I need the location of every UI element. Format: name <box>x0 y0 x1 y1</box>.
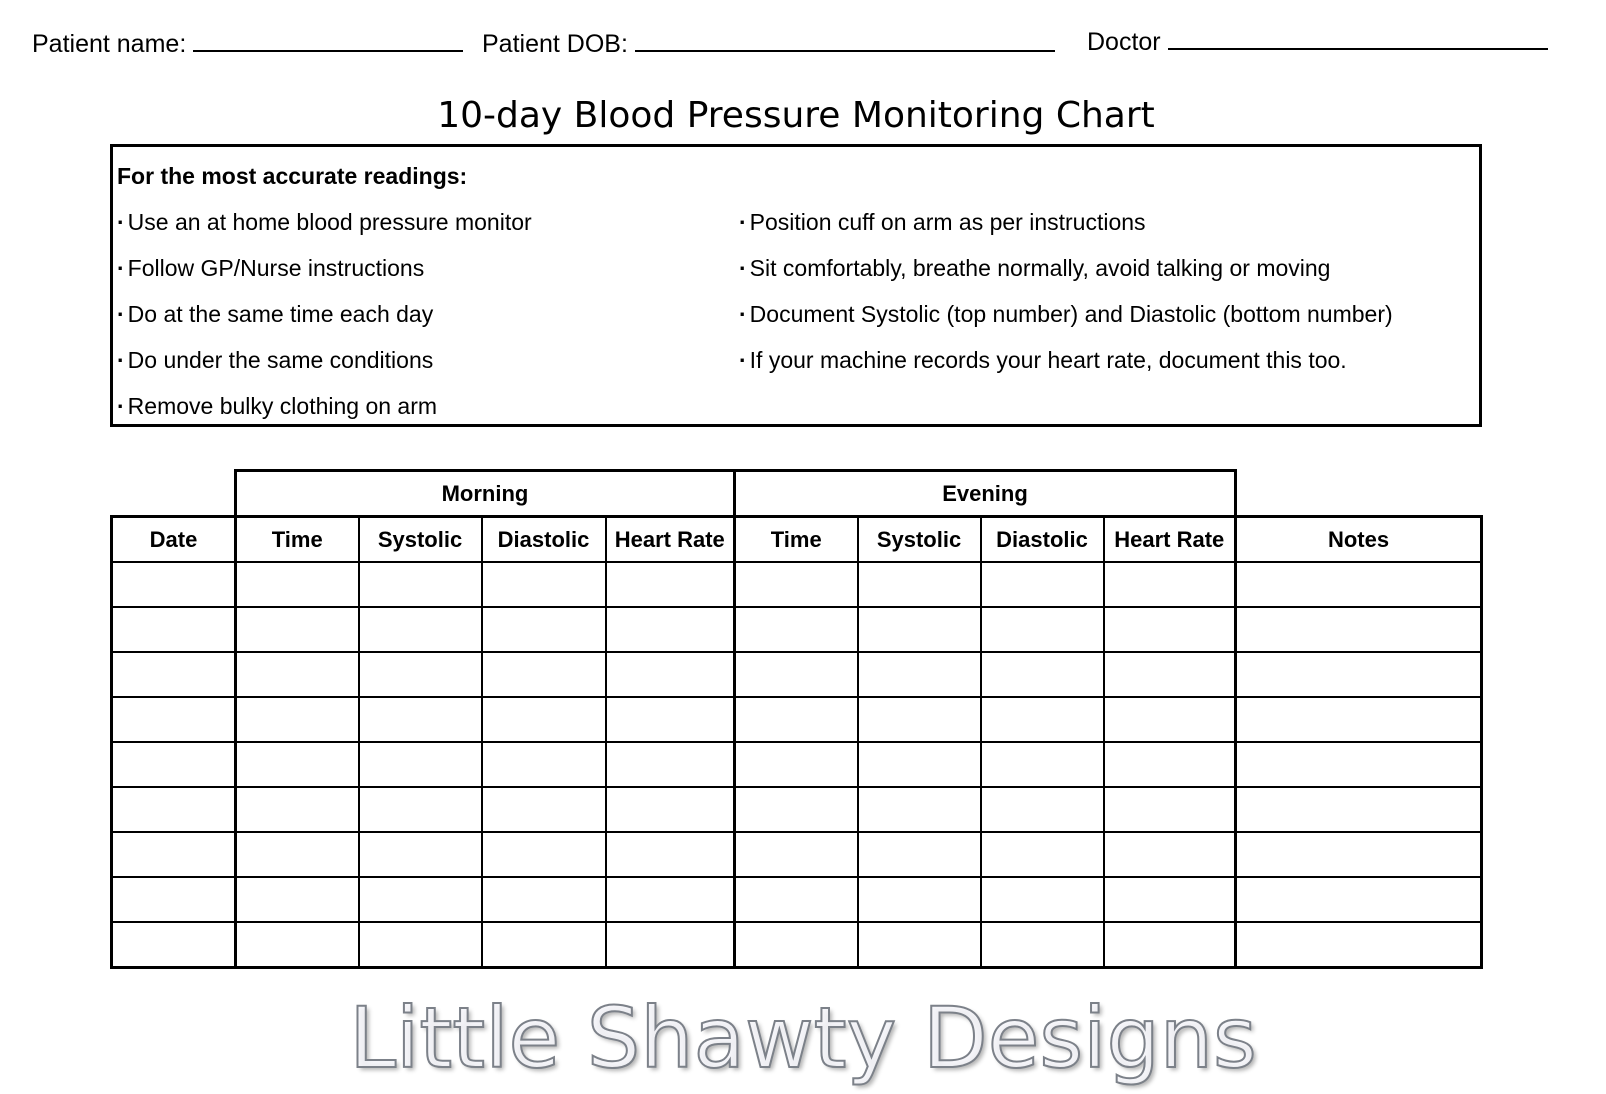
instruction-item: · Remove bulky clothing on arm <box>117 393 437 420</box>
table-cell[interactable] <box>735 652 858 697</box>
column-header: Heart Rate <box>1104 517 1236 563</box>
table-cell[interactable] <box>606 562 735 607</box>
table-cell[interactable] <box>112 607 236 652</box>
table-row <box>112 877 1482 922</box>
patient-name-field[interactable] <box>32 30 463 59</box>
table-cell[interactable] <box>359 652 482 697</box>
table-cell[interactable] <box>606 922 735 968</box>
table-cell[interactable] <box>735 607 858 652</box>
patient-dob-line[interactable] <box>635 32 1055 52</box>
table-cell[interactable] <box>735 562 858 607</box>
table-cell[interactable] <box>981 877 1104 922</box>
table-cell[interactable] <box>112 742 236 787</box>
column-header: Systolic <box>359 517 482 563</box>
table-cell[interactable] <box>482 652 606 697</box>
table-cell[interactable] <box>858 697 981 742</box>
table-cell[interactable] <box>606 877 735 922</box>
table-cell[interactable] <box>1104 832 1236 877</box>
table-cell[interactable] <box>482 607 606 652</box>
table-cell[interactable] <box>1236 562 1482 607</box>
table-cell[interactable] <box>735 697 858 742</box>
table-cell[interactable] <box>981 832 1104 877</box>
table-cell[interactable] <box>359 607 482 652</box>
table-cell[interactable] <box>112 922 236 968</box>
table-cell[interactable] <box>981 742 1104 787</box>
table-cell[interactable] <box>1104 562 1236 607</box>
doctor-field[interactable] <box>1087 28 1548 57</box>
instruction-item: · Position cuff on arm as per instructions <box>739 209 1146 236</box>
table-row <box>112 562 1482 607</box>
table-cell[interactable] <box>606 787 735 832</box>
table-cell[interactable] <box>1104 742 1236 787</box>
instruction-item: · Do under the same conditions <box>117 347 433 374</box>
patient-name-label: Patient name: <box>32 30 187 58</box>
table-cell[interactable] <box>1104 922 1236 968</box>
patient-name-line[interactable] <box>193 32 463 52</box>
instruction-item: · Document Systolic (top number) and Diastolic (bottom number) <box>739 301 1393 328</box>
table-cell[interactable] <box>735 742 858 787</box>
table-cell[interactable] <box>1236 832 1482 877</box>
table-cell[interactable] <box>482 922 606 968</box>
table-cell[interactable] <box>482 787 606 832</box>
table-row <box>112 742 1482 787</box>
table-cell[interactable] <box>236 832 359 877</box>
table-cell[interactable] <box>1104 787 1236 832</box>
table-cell[interactable] <box>858 607 981 652</box>
column-header: Heart Rate <box>606 517 735 563</box>
instruction-item: · Sit comfortably, breathe normally, avoid talking or moving <box>739 255 1330 282</box>
instruction-item: · Follow GP/Nurse instructions <box>117 255 424 282</box>
table-cell[interactable] <box>1104 652 1236 697</box>
table-cell[interactable] <box>236 607 359 652</box>
table-cell[interactable] <box>606 832 735 877</box>
column-header-row <box>112 517 1482 563</box>
table-cell[interactable] <box>1236 742 1482 787</box>
table-cell[interactable] <box>112 787 236 832</box>
table-row <box>112 787 1482 832</box>
table-cell[interactable] <box>1236 877 1482 922</box>
table-cell[interactable] <box>858 922 981 968</box>
table-cell[interactable] <box>1236 607 1482 652</box>
table-cell[interactable] <box>981 607 1104 652</box>
table-row <box>112 832 1482 877</box>
table-cell[interactable] <box>359 832 482 877</box>
column-header: Diastolic <box>482 517 606 563</box>
table-cell[interactable] <box>606 652 735 697</box>
table-cell[interactable] <box>858 787 981 832</box>
table-cell[interactable] <box>236 697 359 742</box>
table-cell[interactable] <box>981 652 1104 697</box>
table-cell[interactable] <box>858 652 981 697</box>
table-row <box>112 652 1482 697</box>
morning-group-header: Morning <box>236 471 735 517</box>
table-cell[interactable] <box>359 877 482 922</box>
table-cell[interactable] <box>735 832 858 877</box>
table-cell[interactable] <box>735 877 858 922</box>
table-cell[interactable] <box>858 877 981 922</box>
table-cell[interactable] <box>112 697 236 742</box>
table-row <box>112 697 1482 742</box>
table-cell[interactable] <box>981 787 1104 832</box>
patient-dob-label: Patient DOB: <box>482 30 628 58</box>
table-cell[interactable] <box>981 562 1104 607</box>
table-cell[interactable] <box>606 742 735 787</box>
table-cell[interactable] <box>606 697 735 742</box>
column-header: Notes <box>1236 517 1482 563</box>
table-cell[interactable] <box>112 877 236 922</box>
evening-group-header: Evening <box>735 471 1236 517</box>
bp-table <box>110 469 1483 969</box>
doctor-label: Doctor <box>1087 28 1161 56</box>
table-cell[interactable] <box>1236 697 1482 742</box>
table-cell[interactable] <box>981 922 1104 968</box>
table-cell[interactable] <box>606 607 735 652</box>
table-cell[interactable] <box>112 832 236 877</box>
table-cell[interactable] <box>236 877 359 922</box>
table-cell[interactable] <box>359 697 482 742</box>
column-header: Systolic <box>858 517 981 563</box>
table-cell[interactable] <box>1104 877 1236 922</box>
doctor-line[interactable] <box>1168 30 1548 50</box>
table-cell[interactable] <box>1104 697 1236 742</box>
instruction-item: · Use an at home blood pressure monitor <box>117 209 532 236</box>
column-header: Diastolic <box>981 517 1104 563</box>
column-header: Date <box>112 517 236 563</box>
table-cell[interactable] <box>1236 922 1482 968</box>
patient-dob-field[interactable] <box>482 30 1055 59</box>
table-cell[interactable] <box>482 742 606 787</box>
table-cell[interactable] <box>236 922 359 968</box>
table-cell[interactable] <box>359 742 482 787</box>
table-cell[interactable] <box>359 787 482 832</box>
instructions-box <box>110 144 1482 427</box>
table-cell[interactable] <box>858 562 981 607</box>
table-cell[interactable] <box>482 562 606 607</box>
table-cell[interactable] <box>359 562 482 607</box>
table-cell[interactable] <box>236 742 359 787</box>
watermark: Little Shawty Designs <box>349 989 1257 1087</box>
table-cell[interactable] <box>981 697 1104 742</box>
table-cell[interactable] <box>359 922 482 968</box>
table-cell[interactable] <box>482 877 606 922</box>
instructions-heading: For the most accurate readings: <box>117 163 468 189</box>
table-cell[interactable] <box>1236 787 1482 832</box>
instruction-item: · Do at the same time each day <box>117 301 433 328</box>
table-cell[interactable] <box>112 652 236 697</box>
table-cell[interactable] <box>735 922 858 968</box>
table-cell[interactable] <box>735 787 858 832</box>
table-cell[interactable] <box>858 742 981 787</box>
table-cell[interactable] <box>112 562 236 607</box>
page-title: 10-day Blood Pressure Monitoring Chart <box>437 95 1155 136</box>
table-cell[interactable] <box>236 652 359 697</box>
table-cell[interactable] <box>1236 652 1482 697</box>
column-header: Time <box>735 517 858 563</box>
table-cell[interactable] <box>858 832 981 877</box>
table-cell[interactable] <box>236 787 359 832</box>
table-cell[interactable] <box>482 697 606 742</box>
column-header: Time <box>236 517 359 563</box>
table-cell[interactable] <box>236 562 359 607</box>
group-header-row <box>112 471 1482 517</box>
table-row <box>112 607 1482 652</box>
table-cell[interactable] <box>1104 607 1236 652</box>
table-row <box>112 922 1482 968</box>
instruction-item: · If your machine records your heart rate, document this too. <box>739 347 1347 374</box>
table-cell[interactable] <box>482 832 606 877</box>
